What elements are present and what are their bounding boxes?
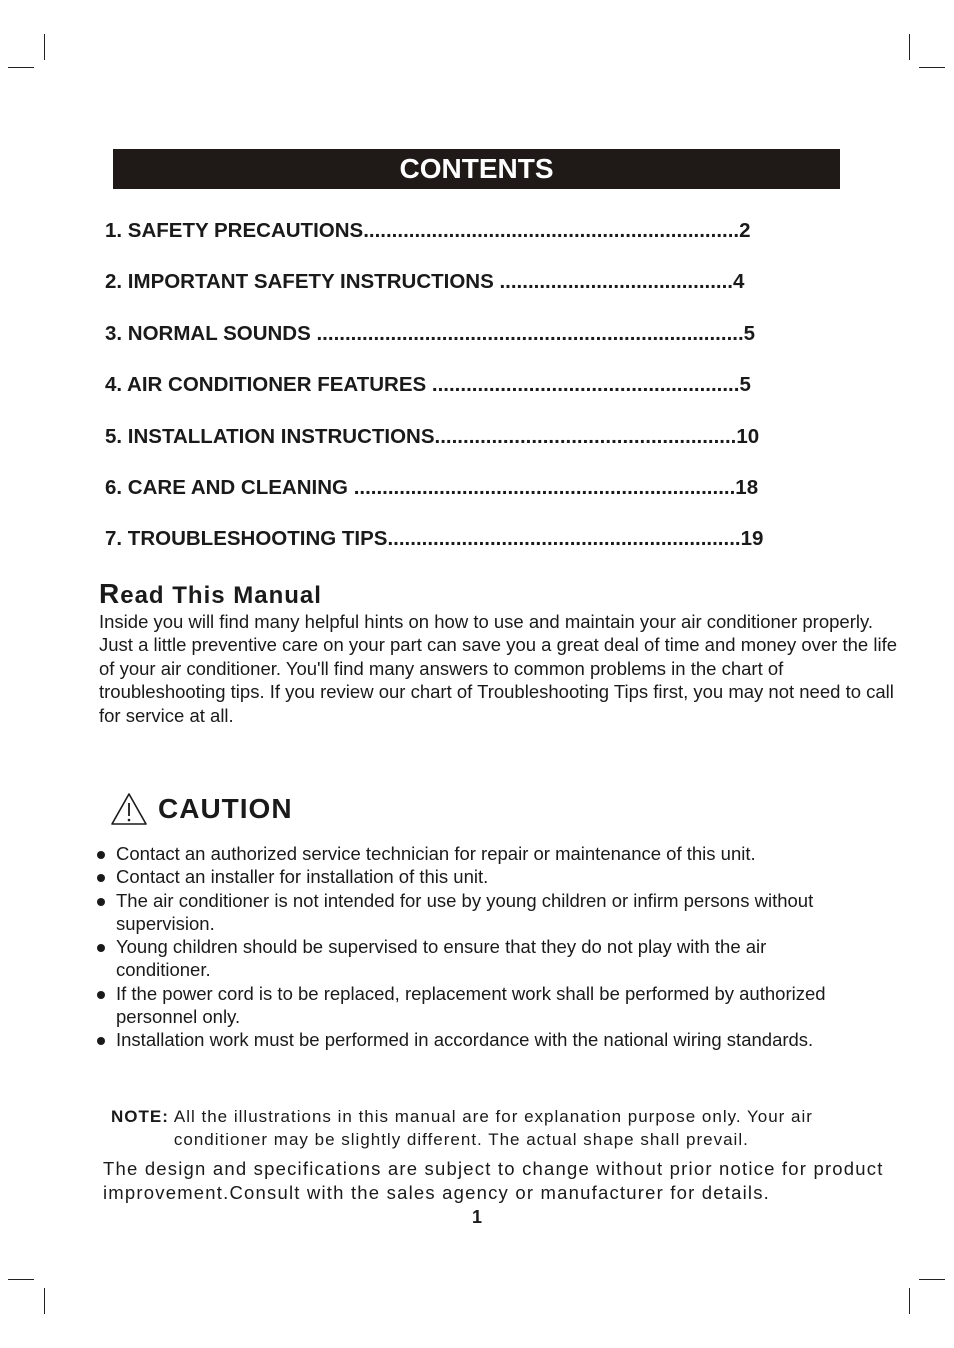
note-text: All the illustrations in this manual are for explanation purpose only. Your air conditioner may be slightly different. The actual shape shall prevail. xyxy=(173,1107,813,1149)
read-manual-heading-rest: ead This Manual xyxy=(120,582,322,609)
toc-entry[interactable] xyxy=(105,216,845,267)
toc-entry[interactable] xyxy=(105,422,845,473)
page-number: 1 xyxy=(471,1207,482,1227)
table-of-contents xyxy=(105,216,845,576)
crop-mark xyxy=(919,1279,945,1280)
caution-item-text: Young children should be supervised to ensure that they do not play with the air conditioner. xyxy=(116,936,767,981)
caution-heading xyxy=(110,792,293,826)
toc-entry-title: 4. AIR CONDITIONER FEATURES xyxy=(105,373,432,397)
list-item xyxy=(97,935,857,982)
toc-page-number: 19 xyxy=(740,527,764,551)
bullet-icon xyxy=(97,898,105,906)
toc-entry[interactable] xyxy=(105,319,845,370)
crop-mark xyxy=(909,1288,910,1314)
toc-leader: ................................................................... xyxy=(353,475,736,499)
list-item xyxy=(97,982,857,1029)
toc-page-number: 18 xyxy=(735,475,759,499)
caution-item-text: Contact an authorized service technician for repair or maintenance of this unit. xyxy=(116,843,756,864)
toc-page-number: 5 xyxy=(739,373,751,397)
toc-page-number: 4 xyxy=(733,270,745,294)
read-manual-heading-initial: R xyxy=(99,578,121,609)
toc-leader: .................................................................. xyxy=(363,219,740,242)
crop-mark xyxy=(8,1279,34,1280)
caution-item-text: Contact an installer for installation of this unit. xyxy=(116,866,489,888)
note-label: NOTE: xyxy=(111,1107,169,1126)
read-manual-body: Inside you will find many helpful hints on how to use and maintain your air conditioner properly. Just a little preventive care on your part can save you a great deal of time and money over the life of your air conditioner. You'll find many answers to common problems in the chart of troubleshooting tips. If you review our chart of Troubleshooting Tips first, you may not need to call for service at all. xyxy=(99,611,897,726)
toc-page-number: 5 xyxy=(743,321,756,345)
note-block xyxy=(111,1106,871,1151)
toc-leader: ......................................... xyxy=(499,270,733,294)
bullet-icon xyxy=(97,1037,105,1045)
crop-mark xyxy=(909,34,910,60)
list-item xyxy=(97,1028,857,1051)
toc-leader: .............................................................. xyxy=(387,527,741,551)
toc-entry[interactable] xyxy=(105,524,845,575)
toc-entry-title: 6. CARE AND CLEANING xyxy=(105,475,354,499)
caution-item-text: The air conditioner is not intended for use by young children or infirm persons without supervision. xyxy=(116,889,814,934)
contents-title-text: CONTENTS xyxy=(399,153,554,184)
caution-title: CAUTION xyxy=(158,793,293,824)
toc-leader: ........................................................................... xyxy=(316,321,744,345)
crop-mark xyxy=(919,67,945,68)
list-item xyxy=(97,842,857,865)
contents-title xyxy=(113,149,840,189)
bullet-icon xyxy=(97,874,105,882)
bullet-icon xyxy=(97,944,105,952)
toc-leader: ...................................................... xyxy=(431,373,740,397)
toc-entry-title: 1. SAFETY PRECAUTIONS xyxy=(105,219,364,242)
toc-entry-title: 5. INSTALLATION INSTRUCTIONS xyxy=(105,424,435,448)
warning-triangle-icon xyxy=(110,792,148,826)
caution-item-text: Installation work must be performed in accordance with the national wiring standards. xyxy=(116,1029,814,1051)
list-item xyxy=(97,865,857,888)
toc-page-number: 2 xyxy=(739,219,751,242)
crop-mark xyxy=(44,34,45,60)
crop-mark xyxy=(44,1288,45,1314)
read-manual-heading xyxy=(99,578,322,610)
caution-item-text: If the power cord is to be replaced, replacement work shall be performed by authorized personnel only. xyxy=(116,982,826,1028)
toc-entry-title: 3. NORMAL SOUNDS xyxy=(105,321,317,345)
list-item xyxy=(97,889,857,936)
toc-entry[interactable] xyxy=(105,370,845,421)
crop-mark xyxy=(8,67,34,68)
toc-entry[interactable] xyxy=(105,267,845,318)
bullet-icon xyxy=(97,991,105,999)
caution-list xyxy=(97,842,857,1052)
toc-entry-title: 2. IMPORTANT SAFETY INSTRUCTIONS xyxy=(105,270,500,294)
toc-leader: ..................................................... xyxy=(434,424,737,448)
toc-entry-title: 7. TROUBLESHOOTING TIPS xyxy=(105,527,388,551)
design-notice: The design and specifications are subject to change without prior notice for product improvement.Consult with the sales agency or manufacturer for details. xyxy=(103,1158,884,1203)
bullet-icon xyxy=(97,851,105,859)
toc-page-number: 10 xyxy=(736,424,760,448)
toc-entry[interactable] xyxy=(105,473,845,524)
